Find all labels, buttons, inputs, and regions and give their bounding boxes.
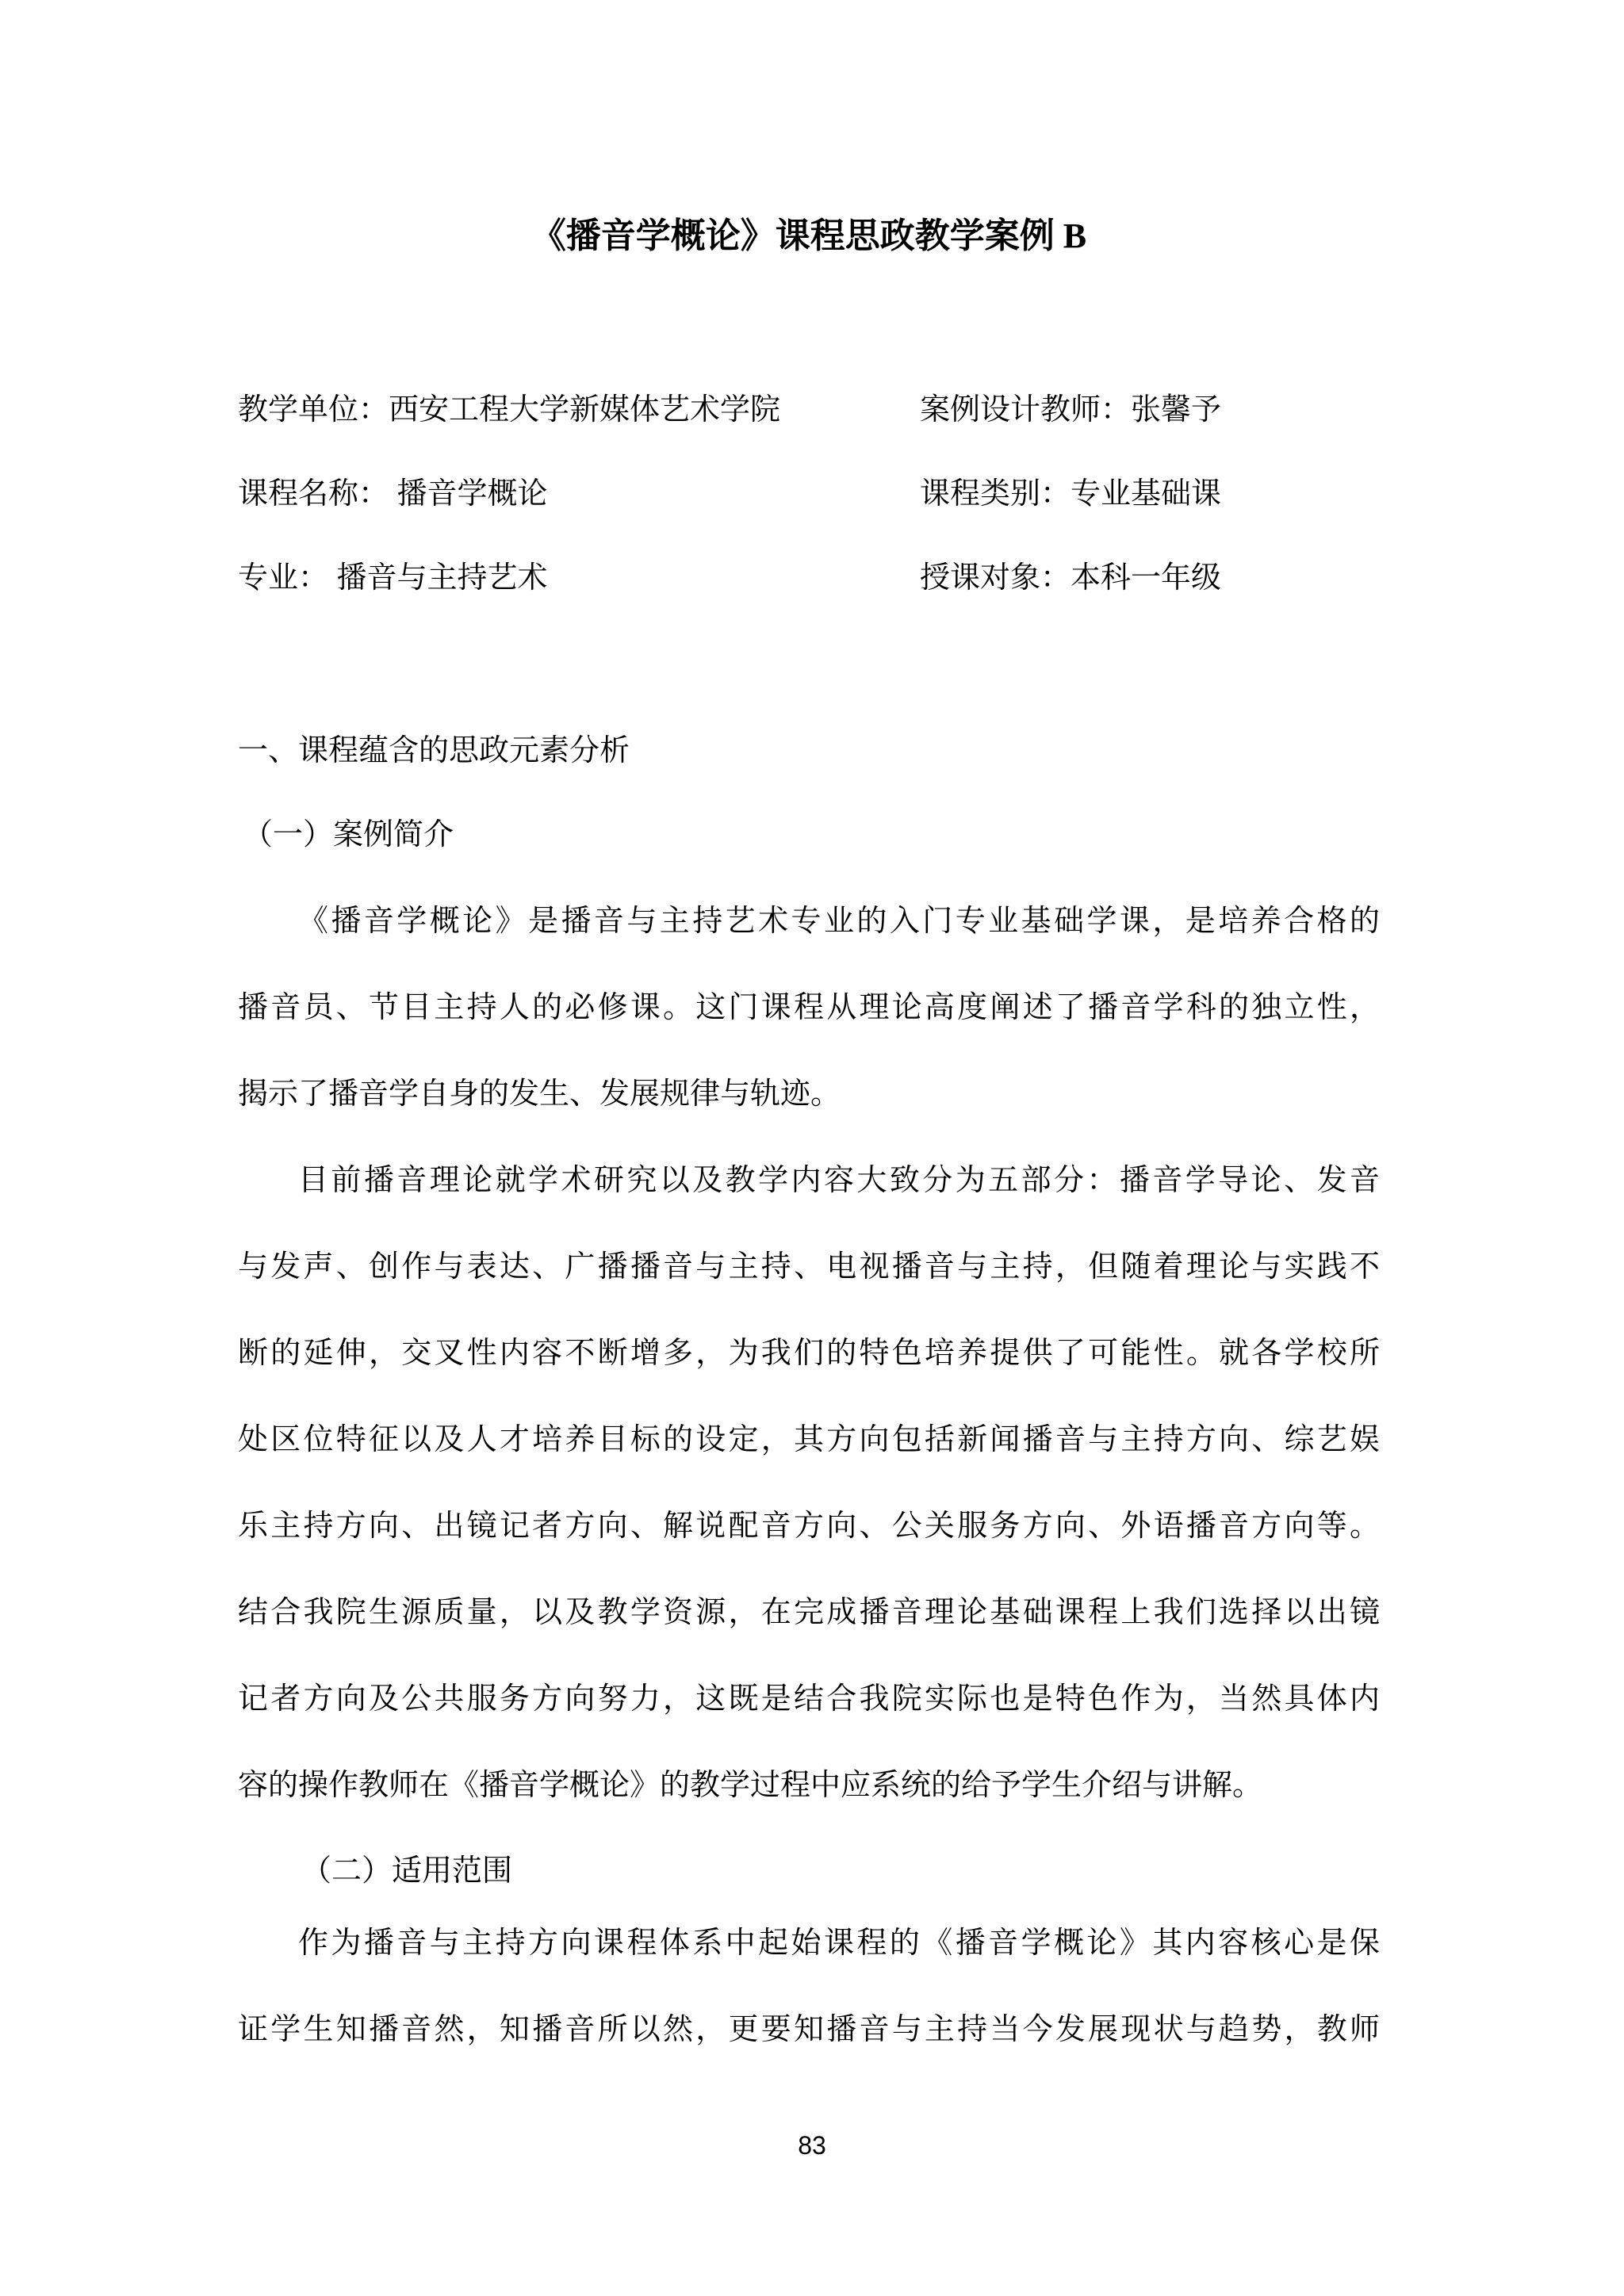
page-number: 83	[798, 2131, 826, 2160]
subsection2-heading: （二）适用范围	[301, 1854, 513, 1888]
meta-course-category: 课程类别：专业基础课	[920, 477, 1222, 511]
paragraph-3	[238, 1900, 1380, 2073]
paragraph-line: 处区位特征以及人才培养目标的设定，其方向包括新闻播音与主持方向、综艺娱	[238, 1423, 1380, 1456]
paragraph-line: 容的操作教师在《播音学概论》的教学过程中应系统的给予学生介绍与讲解。	[238, 1769, 1263, 1802]
paragraph-line: 乐主持方向、出镜记者方向、解说配音方向、公关服务方向、外语播音方向等。	[238, 1510, 1380, 1543]
paragraph-line: 目前播音理论就学术研究以及教学内容大致分为五部分：播音学导论、发音	[298, 1164, 1380, 1197]
meta-row-unit	[238, 368, 1380, 452]
paragraph-line: 结合我院生源质量，以及教学资源，在完成播音理论基础课程上我们选择以出镜	[238, 1596, 1380, 1629]
paragraph-line: 断的延伸，交叉性内容不断增多，为我们的特色培养提供了可能性。就各学校所	[238, 1337, 1380, 1370]
paragraph-line: 作为播音与主持方向课程体系中起始课程的《播音学概论》其内容核心是保	[298, 1927, 1380, 1960]
meta-course-name: 课程名称： 播音学概论	[238, 477, 548, 511]
meta-case-designer: 案例设计教师：张馨予	[920, 393, 1222, 427]
paragraph-line: 与发声、创作与表达、广播播音与主持、电视播音与主持，但随着理论与实践不	[238, 1250, 1380, 1284]
meta-row-course	[238, 452, 1380, 536]
meta-row-major	[238, 536, 1380, 620]
document-title: 《播音学概论》课程思政教学案例 B	[530, 216, 1087, 255]
page-content	[0, 214, 1624, 2073]
section1-heading: 一、课程蕴含的思政元素分析	[238, 734, 630, 767]
paragraph-line: 证学生知播音然，知播音所以然，更要知播音与主持当今发展现状与趋势，教师	[238, 2013, 1380, 2046]
paragraph-line: 记者方向及公共服务方向努力，这既是结合我院实际也是特色作为，当然具体内	[238, 1682, 1380, 1716]
paragraph-1	[238, 878, 1380, 1138]
paragraph-2	[238, 1138, 1380, 1829]
meta-block	[238, 368, 1380, 620]
paragraph-line: 揭示了播音学自身的发生、发展规律与轨迹。	[238, 1077, 841, 1111]
subsection1-heading: （一）案例简介	[243, 818, 454, 851]
meta-audience: 授课对象：本科一年级	[920, 561, 1222, 595]
meta-teaching-unit: 教学单位：西安工程大学新媒体艺术学院	[238, 393, 781, 427]
paragraph-line: 播音员、节目主持人的必修课。这门课程从理论高度阐述了播音学科的独立性，	[238, 991, 1380, 1024]
paragraph-line: 《播音学概论》是播音与主持艺术专业的入门专业基础学课，是培养合格的	[298, 905, 1380, 938]
meta-major: 专业： 播音与主持艺术	[238, 561, 548, 595]
